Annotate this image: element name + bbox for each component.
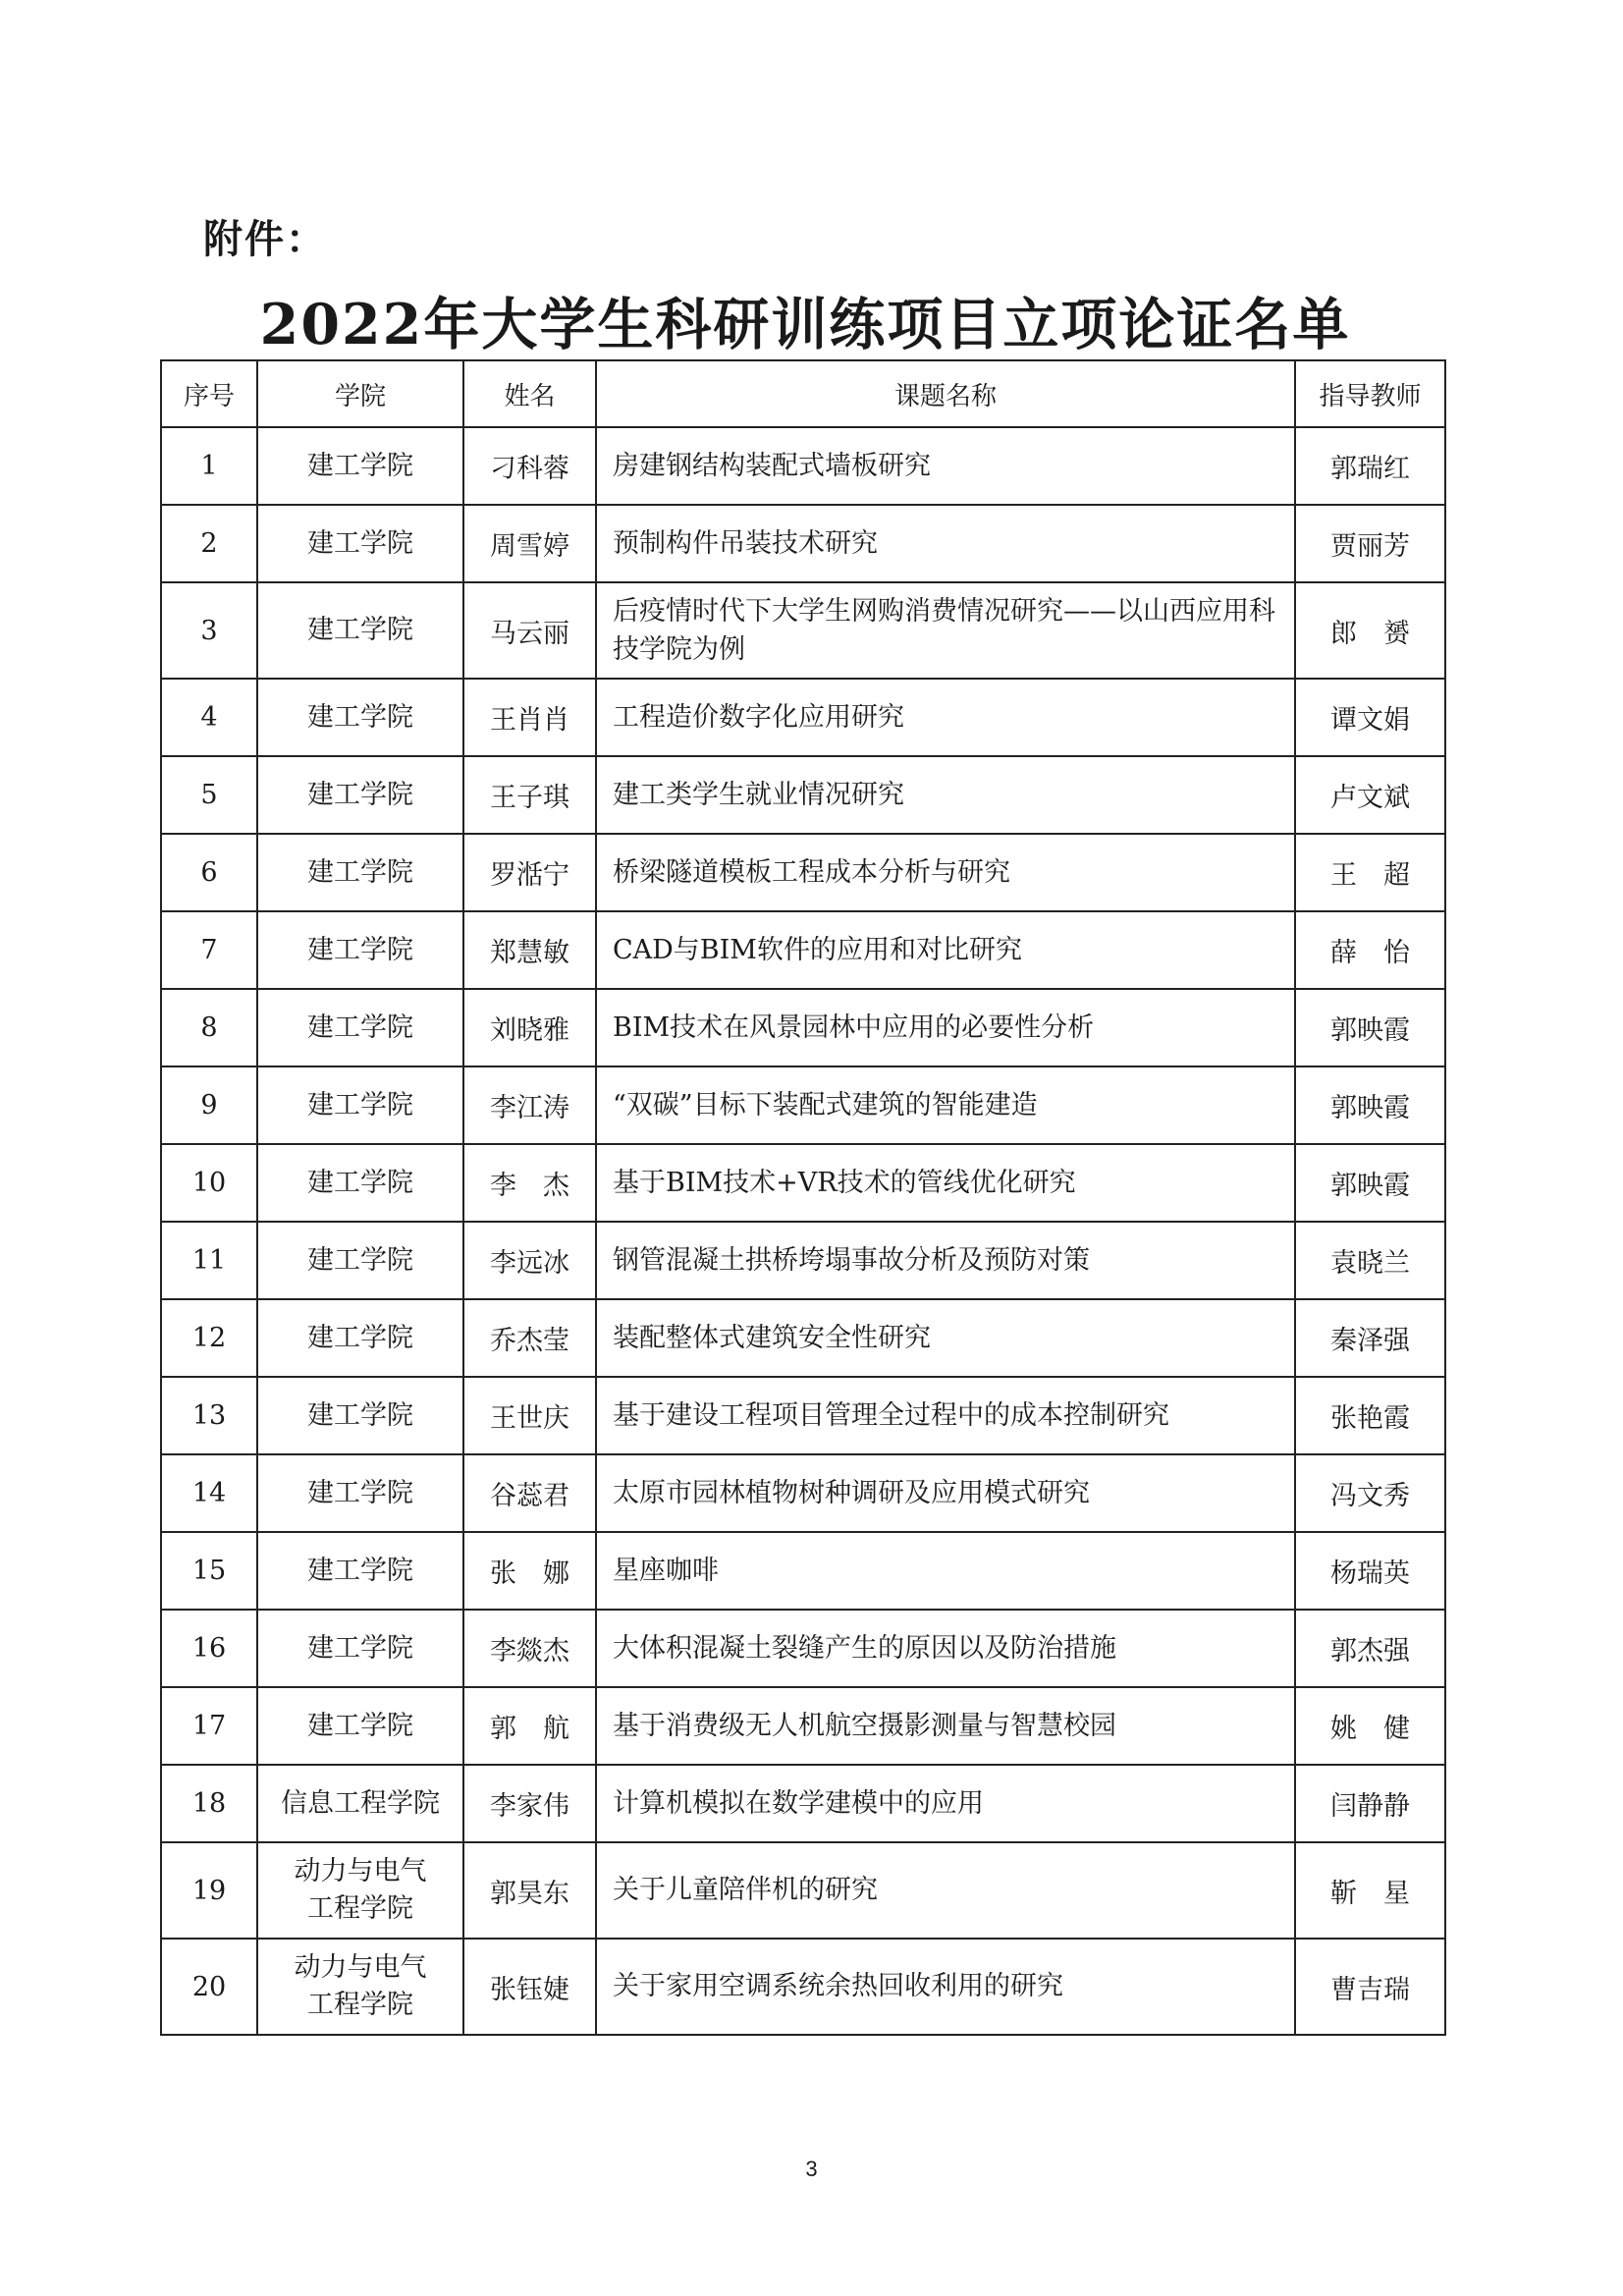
table-body [161,427,1445,2035]
cell-topic: 装配整体式建筑安全性研究 [596,1299,1295,1377]
cell-student-name: 谷蕊君 [463,1454,596,1532]
cell-advisor: 郭杰强 [1295,1610,1445,1687]
cell-topic: 大体积混凝土裂缝产生的原因以及防治措施 [596,1610,1295,1687]
cell-college: 动力与电气 工程学院 [257,1939,463,2035]
cell-student-name: 李远冰 [463,1222,596,1299]
cell-advisor: 郎 赟 [1295,582,1445,679]
cell-advisor: 贾丽芳 [1295,505,1445,582]
cell-college: 建工学院 [257,1454,463,1532]
table-row [161,834,1445,911]
cell-advisor: 王 超 [1295,834,1445,911]
cell-number: 14 [161,1454,257,1532]
cell-topic: 基于建设工程项目管理全过程中的成本控制研究 [596,1377,1295,1454]
cell-college: 建工学院 [257,756,463,834]
cell-topic: CAD与BIM软件的应用和对比研究 [596,911,1295,989]
table-row [161,1066,1445,1144]
column-header-topic: 课题名称 [596,360,1295,427]
cell-advisor: 曹吉瑞 [1295,1939,1445,2035]
cell-number: 8 [161,989,257,1066]
cell-advisor: 谭文娟 [1295,679,1445,756]
table-row [161,505,1445,582]
cell-advisor: 郭映霞 [1295,1066,1445,1144]
cell-advisor: 郭映霞 [1295,1144,1445,1222]
table-row [161,1532,1445,1610]
cell-topic: 基于BIM技术+VR技术的管线优化研究 [596,1144,1295,1222]
table-header-row [161,360,1445,427]
cell-advisor: 秦泽强 [1295,1299,1445,1377]
cell-student-name: 李燚杰 [463,1610,596,1687]
cell-college: 建工学院 [257,1066,463,1144]
cell-number: 10 [161,1144,257,1222]
column-header-name: 姓名 [463,360,596,427]
cell-student-name: 王世庆 [463,1377,596,1454]
cell-college: 建工学院 [257,1222,463,1299]
cell-college: 建工学院 [257,505,463,582]
attachment-label: 附件： [203,217,327,262]
cell-student-name: 周雪婷 [463,505,596,582]
table-row [161,427,1445,505]
cell-topic: “双碳”目标下装配式建筑的智能建造 [596,1066,1295,1144]
cell-college: 建工学院 [257,1610,463,1687]
cell-number: 13 [161,1377,257,1454]
cell-advisor: 闫静静 [1295,1765,1445,1842]
cell-topic: 基于消费级无人机航空摄影测量与智慧校园 [596,1687,1295,1765]
cell-college: 建工学院 [257,679,463,756]
cell-advisor: 靳 星 [1295,1842,1445,1939]
cell-number: 18 [161,1765,257,1842]
cell-college: 信息工程学院 [257,1765,463,1842]
cell-college: 建工学院 [257,582,463,679]
table-row [161,1144,1445,1222]
cell-number: 2 [161,505,257,582]
cell-advisor: 张艳霞 [1295,1377,1445,1454]
cell-topic: 钢管混凝土拱桥垮塌事故分析及预防对策 [596,1222,1295,1299]
table-row [161,1687,1445,1765]
table-row [161,1765,1445,1842]
table-row [161,582,1445,679]
cell-college: 建工学院 [257,1687,463,1765]
cell-student-name: 罗湉宁 [463,834,596,911]
cell-college: 建工学院 [257,834,463,911]
cell-college: 动力与电气 工程学院 [257,1842,463,1939]
cell-topic: 后疫情时代下大学生网购消费情况研究——以山西应用科技学院为例 [596,582,1295,679]
cell-college: 建工学院 [257,1299,463,1377]
table-row [161,989,1445,1066]
table-row [161,1842,1445,1939]
cell-number: 17 [161,1687,257,1765]
cell-topic: 太原市园林植物树种调研及应用模式研究 [596,1454,1295,1532]
cell-topic: 房建钢结构装配式墙板研究 [596,427,1295,505]
cell-number: 1 [161,427,257,505]
cell-student-name: 张 娜 [463,1532,596,1610]
cell-advisor: 卢文斌 [1295,756,1445,834]
cell-number: 15 [161,1532,257,1610]
page-number: 3 [805,2157,818,2181]
cell-college: 建工学院 [257,427,463,505]
cell-student-name: 李江涛 [463,1066,596,1144]
cell-college: 建工学院 [257,989,463,1066]
cell-student-name: 李 杰 [463,1144,596,1222]
cell-advisor: 冯文秀 [1295,1454,1445,1532]
table-row [161,679,1445,756]
table-row [161,1939,1445,2035]
cell-college: 建工学院 [257,1144,463,1222]
cell-advisor: 杨瑞英 [1295,1532,1445,1610]
table-row [161,1610,1445,1687]
cell-number: 12 [161,1299,257,1377]
cell-college: 建工学院 [257,1532,463,1610]
cell-number: 5 [161,756,257,834]
cell-student-name: 刁科蓉 [463,427,596,505]
cell-number: 20 [161,1939,257,2035]
cell-topic: 工程造价数字化应用研究 [596,679,1295,756]
cell-number: 11 [161,1222,257,1299]
cell-number: 16 [161,1610,257,1687]
cell-advisor: 郭映霞 [1295,989,1445,1066]
cell-topic: 建工类学生就业情况研究 [596,756,1295,834]
cell-student-name: 李家伟 [463,1765,596,1842]
cell-student-name: 刘晓雅 [463,989,596,1066]
cell-college: 建工学院 [257,911,463,989]
cell-number: 19 [161,1842,257,1939]
cell-advisor: 郭瑞红 [1295,427,1445,505]
table-row [161,1454,1445,1532]
table-row [161,1299,1445,1377]
cell-topic: 关于家用空调系统余热回收利用的研究 [596,1939,1295,2035]
table-row [161,1377,1445,1454]
cell-topic: BIM技术在风景园林中应用的必要性分析 [596,989,1295,1066]
cell-advisor: 薛 怡 [1295,911,1445,989]
table-row [161,756,1445,834]
cell-topic: 关于儿童陪伴机的研究 [596,1842,1295,1939]
cell-number: 4 [161,679,257,756]
cell-number: 9 [161,1066,257,1144]
table-row [161,911,1445,989]
cell-advisor: 姚 健 [1295,1687,1445,1765]
cell-student-name: 王子琪 [463,756,596,834]
cell-student-name: 乔杰莹 [463,1299,596,1377]
cell-topic: 桥梁隧道模板工程成本分析与研究 [596,834,1295,911]
document-title: 2022年大学生科研训练项目立项论证名单 [259,292,1351,357]
cell-topic: 星座咖啡 [596,1532,1295,1610]
cell-student-name: 王肖肖 [463,679,596,756]
cell-student-name: 郭昊东 [463,1842,596,1939]
cell-number: 6 [161,834,257,911]
cell-topic: 计算机模拟在数学建模中的应用 [596,1765,1295,1842]
cell-number: 3 [161,582,257,679]
cell-student-name: 郭 航 [463,1687,596,1765]
cell-number: 7 [161,911,257,989]
table-row [161,1222,1445,1299]
project-roster-table [160,359,1446,2036]
cell-college: 建工学院 [257,1377,463,1454]
cell-student-name: 郑慧敏 [463,911,596,989]
column-header-college: 学院 [257,360,463,427]
cell-student-name: 张钰婕 [463,1939,596,2035]
column-header-advisor: 指导教师 [1295,360,1445,427]
cell-advisor: 袁晓兰 [1295,1222,1445,1299]
column-header-number: 序号 [161,360,257,427]
cell-student-name: 马云丽 [463,582,596,679]
cell-topic: 预制构件吊装技术研究 [596,505,1295,582]
